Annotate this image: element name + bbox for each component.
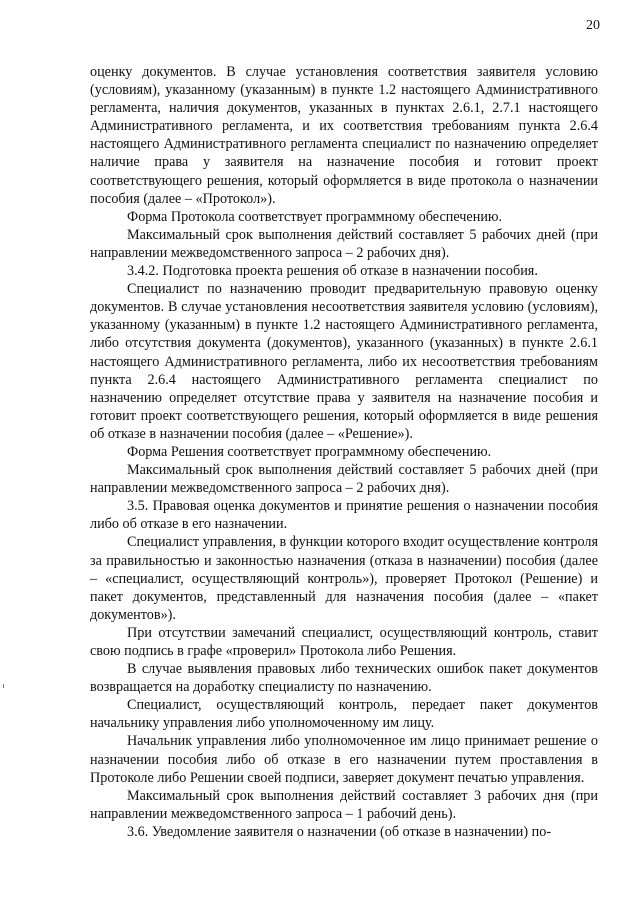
paragraph-errors-return: В случае выявления правовых либо технических ошибок пакет документов возвращается на доработку специалисту по назначению. xyxy=(90,661,598,696)
paragraph-refusal-assessment: Специалист по назначению проводит предварительную правовую оценку документов. В случае установления несоответствия заявителя условию (условиям), указанному (указанным) в пункте 1.2 настоящего Административного регламента, либо отсутствия документа (документов), указанного (указанных) в пункте 2.6.1 настоящего Административного регламента, либо их несоответствия требованиям пункта 2.6.4 настоящего Административного регламента специалист по назначению определяет отсутствие права у заявителя на назначение пособия и готовит проект соответствующего решения, который оформляется в виде решения об отказе в назначении пособия (далее – «Решение»). xyxy=(90,281,598,442)
page-number: 20 xyxy=(586,18,600,33)
paragraph-head-decision: Начальник управления либо уполномоченное им лицо принимает решение о назначении пособия либо об отказе в его назначении путем проставления в Протоколе либо Решении своей подписи, заверяет документ печатью управления. xyxy=(90,733,598,786)
paragraph-decision-time-limit: Максимальный срок выполнения действий составляет 3 рабочих дня (при направлении межведомственного запроса – 1 рабочий день). xyxy=(90,787,598,822)
paragraph-decision-deadline: Максимальный срок выполнения действий составляет 5 рабочих дней (при направлении межведомственного запроса – 2 рабочих дня). xyxy=(90,462,598,497)
paragraph-protocol-form: Форма Протокола соответствует программному обеспечению. xyxy=(127,208,503,225)
paragraph-control-specialist: Специалист управления, в функции которого входит осуществление контроля за правильностью и законностью назначения (отказа в назначении) пособия (далее – «специалист, осуществляющий контроль»), проверяет Протокол (Решение) и пакет документов, представленный для назначения пособия (далее – «пакет документов»). xyxy=(90,534,598,623)
paragraph-section-3-4-2: 3.4.2. Подготовка проекта решения об отказе в назначении пособия. xyxy=(127,263,538,280)
paragraph-document-assessment: оценку документов. В случае установления соответствия заявителя условию (условиям), указанному (указанным) в пункте 1.2 настоящего Административного регламента, наличия документов, указанных в пунктах 2.6.1, 2.7.1 настоящего Административного регламента, и их соответствия требованиям пункта 2.6.4 настоящего Административного регламента специалист по назначению определяет наличие права у заявителя на назначение пособия и готовит проект соответствующего решения, который оформляется в виде протокола о назначении пособия (далее – «Протокол»). xyxy=(90,64,598,207)
paragraph-section-3-5: 3.5. Правовая оценка документов и принятие решения о назначении пособия либо об отказе в его назначении. xyxy=(90,498,598,533)
paragraph-section-3-6: 3.6. Уведомление заявителя о назначении (об отказе в назначении) по- xyxy=(127,823,552,840)
paragraph-decision-form: Форма Решения соответствует программному обеспечению. xyxy=(127,443,492,460)
paragraph-no-remarks: При отсутствии замечаний специалист, осуществляющий контроль, ставит свою подпись в графе «проверил» Протокола либо Решения. xyxy=(90,624,598,659)
margin-mark xyxy=(3,684,4,688)
paragraph-protocol-deadline: Максимальный срок выполнения действий составляет 5 рабочих дней (при направлении межведомственного запроса – 2 рабочих дня). xyxy=(90,226,598,261)
paragraph-transfer-to-head: Специалист, осуществляющий контроль, передает пакет документов начальнику управления либо уполномоченному им лицу. xyxy=(90,697,598,732)
document-body xyxy=(90,63,598,841)
